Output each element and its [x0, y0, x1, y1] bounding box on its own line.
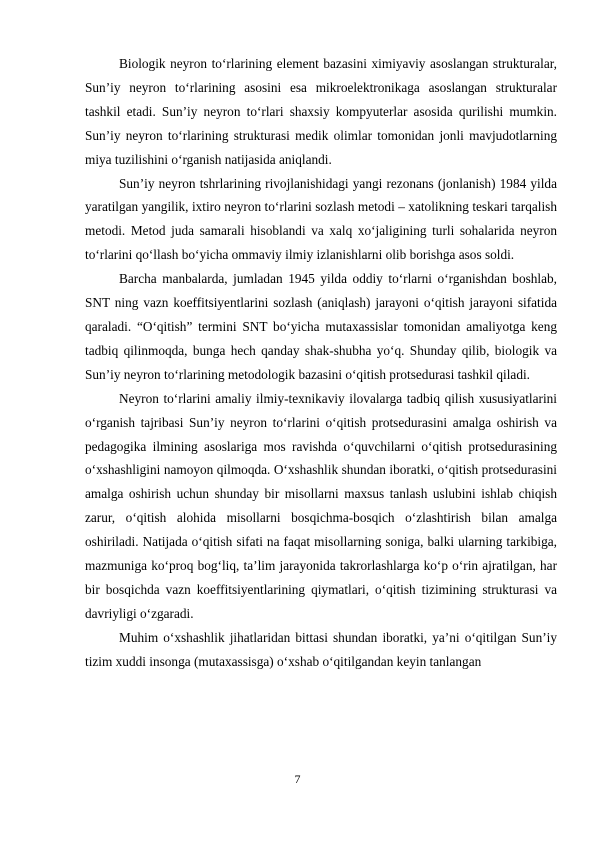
- paragraph-5: Muhim o‘xshashlik jihatlaridan bittasi shundan iboratki, ya’ni o‘qitilgan Sun’iy tizim xuddi insonga (mutaxassisga) o‘xshab o‘qitilgandan keyin tanlangan: [85, 629, 557, 669]
- paragraph-3: Barcha manbalarda, jumladan 1945 yilda oddiy to‘rlarni o‘rganishdan boshlab, SNT ning vazn koeffitsiyentlarini sozlash (aniqlash) jarayoni o‘qitish jarayoni sifatida qaraladi. “O‘qitish” termini SNT bo‘yicha mutaxassislar tomonidan amaliyotga keng tadbiq qilinmoqda, bunga hech qanday shak-shubha yo‘q. Shunday qilib, biologik va Sun’iy neyron to‘rlarining metodologik bazasini o‘qitish protsedurasi tashkil qiladi.: [85, 271, 557, 382]
- paragraph-2: Sun’iy neyron tshrlarining rivojlanishidagi yangi rezonans (jonlanish) 1984 yilda yaratilgan yangilik, ixtiro neyron to‘rlarini sozlash metodi – xatolikning teskari tarqalish metodi. Metod juda samarali hisoblandi va xalq xo‘jaligining turli sohalarida neyron to‘rlarini qo‘llash bo‘yicha ommaviy ilmiy izlanishlarni olib borishga asos soldi.: [85, 175, 557, 263]
- paragraph-1: Biologik neyron to‘rlarining element bazasini ximiyaviy asoslangan strukturalar, Sun’iy neyron to‘rlarining asosini esa mikroelektronikaga asoslangan strukturalar tashkil etadi. Sun’iy neyron to‘rlari shaxsiy kompyuterlar asosida qurilishi mumkin. Sun’iy neyron to‘rlarining strukturasi medik olimlar tomonidan jonli mavjudotlarning miya tuzilishini o‘rganish natijasida aniqlandi.: [85, 56, 557, 167]
- page-number: 7: [294, 772, 301, 786]
- body-text: [85, 52, 557, 674]
- paragraph-4: Neyron to‘rlarini amaliy ilmiy-texnikaviy ilovalarga tadbiq qilish xususiyatlarini o‘rganish tajribasi Sun’iy neyron to‘rlarini o‘qitish protsedurasini amalga oshirish va pedagogika ilmining asoslariga mos ravishda o‘quvchilarni o‘qitish protsedurasining o‘xshashligini namoyon qilmoqda. O‘xshashlik shundan iboratki, o‘qitish protsedurasini amalga oshirish uchun shunday bir misollarni maxsus tanlash uslubini ishlab chiqish zarur, o‘qitish alohida misollarni bosqichma-bosqich o‘zlashtirish bilan amalga oshiriladi. Natijada o‘qitish sifati na faqat misollarning soniga, balki ularning tarkibiga, mazmuniga ko‘proq bog‘liq, ta’lim jarayonida takrorlashlarga ko‘p o‘rin ajratilgan, har bir bosqichda vazn koeffitsiyentlarining qiymatlari, o‘qitish tizimining strukturasi va davriyligi o‘zgaradi.: [85, 390, 557, 621]
